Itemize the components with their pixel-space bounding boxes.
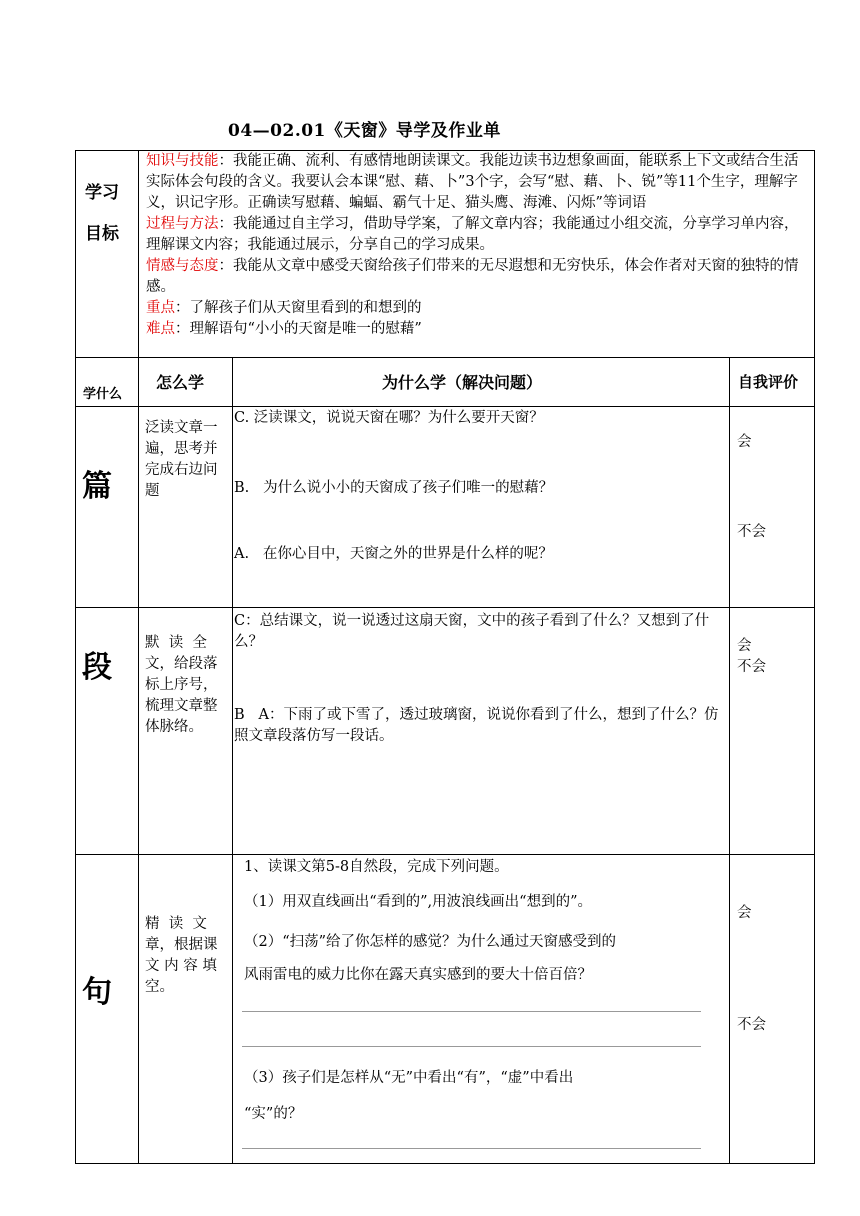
pian-question-b: B. 为什么说小小的天窗成了孩子们唯一的慰藉？	[234, 480, 554, 496]
header-how: 怎么学	[156, 373, 205, 392]
ju-method: 精 读 文 章，根据课 文 内 容 填 空。	[145, 916, 218, 995]
duan-question-ba: B A：下雨了或下雪了，透过玻璃窗，说说你看到了什么，想到了什么？仿照文章段落仿写一段话。	[234, 707, 719, 744]
key-text: ：了解孩子们从天窗里看到的和想到的	[175, 300, 422, 316]
knowledge-goal	[146, 151, 810, 214]
knowledge-label: 知识与技能	[146, 153, 219, 169]
row-label-ju: 句	[82, 975, 112, 1010]
pian-question-a: A. 在你心目中，天窗之外的世界是什么样的呢？	[234, 546, 553, 562]
pian-eval-no: 不会	[737, 524, 766, 540]
process-label: 过程与方法	[146, 216, 219, 232]
header-what: 学什么	[83, 387, 123, 402]
row-label-pian: 篇	[82, 469, 112, 504]
ju-eval-no: 不会	[737, 1017, 766, 1033]
ju-eval-yes: 会	[737, 905, 752, 921]
emotion-goal	[146, 256, 810, 298]
header-eval: 自我评价	[738, 373, 799, 391]
objectives-label: 学习 目标	[85, 183, 119, 244]
duan-eval-yes: 会	[737, 638, 752, 654]
document-title: 04—02.01《天窗》导学及作业单	[228, 121, 501, 141]
answer-line	[242, 1148, 701, 1149]
knowledge-text: ：我能正确、流利、有感情地朗读课文。我能边读书边想象画面，能联系上下文或结合生活实际体会句段的含义。我要认会本课“慰、藉、卜”3个字，会写“慰、藉、卜、锐”等11个生字，理解字义，识记字形。正确读写慰藉、蝙蝠、霸气十足、猫头鹰、海滩、闪烁”等词语	[146, 153, 799, 211]
pian-method: 泛读文章一遍，思考并完成右边问题	[145, 420, 218, 499]
answer-line	[242, 1011, 701, 1012]
process-text: ：我能通过自主学习，借助导学案，了解文章内容；我能通过小组交流，分享学习单内容，理解课文内容；我能通过展示，分享自己的学习成果。	[146, 216, 799, 253]
emotion-text: ：我能从文章中感受天窗给孩子们带来的无尽遐想和无穷快乐，体会作者对天窗的独特的情感。	[146, 258, 799, 295]
objectives-text	[146, 151, 810, 340]
duan-method: 默 读 全 文，给段落标上序号，梳理文章整体脉络。	[145, 635, 218, 735]
answer-line	[242, 1046, 701, 1047]
difficulty-label: 难点	[146, 321, 175, 337]
duan-eval-no: 不会	[737, 659, 766, 675]
ju-intro: 1、读课文第5-8自然段，完成下列问题。	[244, 859, 509, 875]
duan-question-c: C：总结课文，说一说透过这扇天窗，文中的孩子看到了什么？又想到了什么？	[234, 613, 710, 650]
difficulty-text: ：理解语句“小小的天窗是唯一的慰藉”	[175, 321, 422, 337]
process-goal	[146, 214, 810, 256]
difficulty-point	[146, 319, 810, 340]
emotion-label: 情感与态度	[146, 258, 219, 274]
pian-question-c: C. 泛读课文，说说天窗在哪？为什么要开天窗？	[234, 410, 544, 426]
ju-question-2: （2）“扫荡”给了你怎样的感觉？为什么通过天窗感受到的 风雨雷电的威力比你在露天真实感到的要大十倍百倍？	[244, 934, 617, 983]
ju-question-1: （1）用双直线画出“看到的”,用波浪线画出“想到的”。	[244, 894, 592, 910]
ju-question-3: （3）孩子们是怎样从“无”中看出“有”，“虚”中看出 “实”的？	[244, 1070, 574, 1122]
pian-eval-yes: 会	[737, 434, 752, 450]
header-why: 为什么学（解决问题）	[382, 373, 543, 392]
key-point	[146, 298, 810, 319]
row-label-duan: 段	[82, 650, 112, 685]
key-label: 重点	[146, 300, 175, 316]
